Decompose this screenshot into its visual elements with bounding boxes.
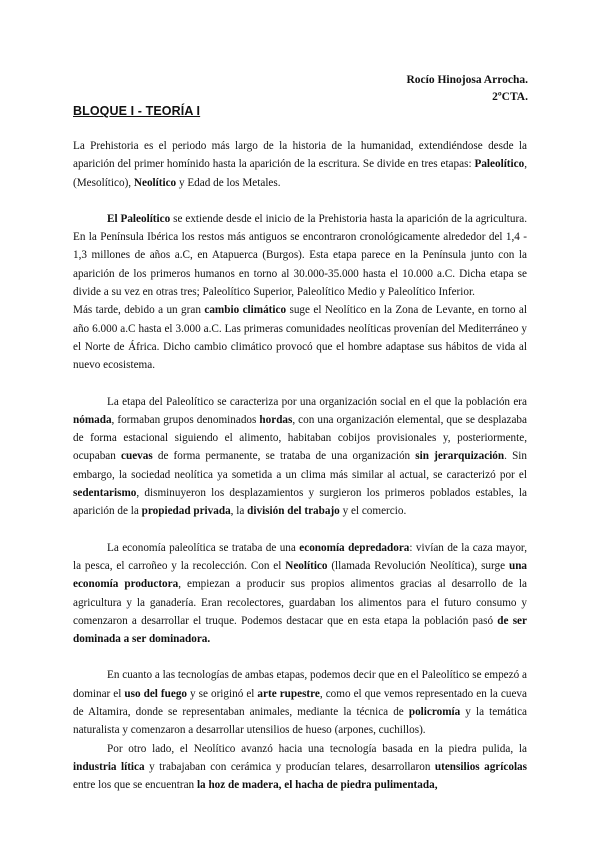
bold-term: una economía productora	[73, 559, 528, 591]
bold-term: Neolítico	[133, 176, 177, 189]
paragraph	[73, 137, 527, 192]
bold-term: la hoz de madera, el hacha de piedra pulimentada,	[196, 779, 438, 792]
text-run: , disminuyeron los desplazamientos y surgieron los primeros poblados estables, la aparición de la	[73, 487, 527, 518]
bold-term: de ser dominada a ser dominadora.	[73, 614, 527, 646]
bold-term: propiedad privada	[141, 505, 231, 518]
author-course: 2ºCTA.	[492, 91, 528, 103]
bold-term: policromía	[408, 706, 461, 719]
paragraph	[73, 301, 527, 374]
text-run: se extiende desde el inicio de la Prehistoria hasta la aparición de la agricultura. En la Península Ibérica los restos más antiguos se encontraron cronológicamente alrededor del 1,4 - 1,3 millones de años a.C, en Atapuerca (Burgos). Esta etapa parece en la Península junto con la aparición de los primeros humanos en torno al 30.000-35.000 hasta el 10.000 a.C. Dicha etapa se divide a su vez en otras tres; Paleolítico Superior, Paleolítico Medio y Paleolítico Inferior.	[73, 212, 527, 299]
text-run: y la temática naturalista y comenzaron a desarrollar utensilios de hueso (arpones, cuchillos).	[73, 706, 527, 737]
document-body	[73, 137, 527, 795]
text-run: , empiezan a producir sus propios alimentos gracias al desarrollo de la agricultura y la ganadería. Eran recolectores, guardaban los alimentos para el futuro consumo y comenzaron a desarrollar el truque. Podemos destacar que en esta etapa la población pasó	[73, 578, 527, 627]
bold-term: industria lítica	[73, 760, 145, 773]
paragraph	[73, 666, 527, 739]
bold-term: economía depredadora	[299, 541, 410, 554]
bold-term: Neolítico	[285, 559, 328, 572]
author-block	[407, 72, 529, 106]
text-run: (llamada Revolución Neolítica), surge	[327, 559, 509, 572]
text-run: La etapa del Paleolítico se caracteriza por una organización social en el que la población era	[107, 395, 527, 408]
text-run: y Edad de los Metales.	[176, 176, 281, 189]
text-run: La Prehistoria es el periodo más largo de la historia de la humanidad, extendiéndose desde la aparición del primer homínido hasta la aparición de la escritura. Se divide en tres etapas:	[73, 140, 527, 171]
bold-term: división del trabajo	[247, 505, 340, 518]
text-run: , formaban grupos denominados	[111, 413, 260, 426]
bold-term: Paleolítico	[474, 158, 525, 171]
bold-term: utensilios agrícolas	[434, 760, 527, 773]
bold-term: sedentarismo	[73, 487, 137, 500]
bold-term: nómada	[73, 413, 112, 426]
text-run: . Sin embargo, la sociedad neolítica ya sometida a un clima más similar al actual, se caracterizó por el	[73, 450, 527, 481]
paragraph	[73, 210, 527, 301]
text-run: , (Mesolítico),	[73, 158, 527, 189]
text-run: y el comercio.	[339, 505, 407, 518]
text-run: Más tarde, debido a un gran	[73, 304, 205, 317]
bold-term: arte rupestre	[257, 687, 320, 700]
text-run: , la	[230, 505, 248, 518]
bold-term: hordas	[259, 413, 293, 426]
bold-term: El Paleolítico	[107, 212, 171, 225]
bold-term: sin jerarquización	[415, 450, 505, 463]
text-run: : vivían de la caza mayor, la pesca, el carroñeo y la recolección. Con el	[73, 541, 527, 572]
text-run: , con una organización elemental, que se desplazaba de forma estacional siguiendo el alimento, habitaban cobijos provisionales y, posteriormente, ocupaban	[73, 413, 527, 463]
text-run: La economía paleolítica se trataba de una	[107, 541, 300, 554]
text-run: de forma permanente, se trataba de una organización	[152, 450, 416, 463]
text-run: , como el que vemos representado en la cueva de Altamira, donde se representaban animales, mediante la técnica de	[73, 687, 527, 719]
page-title: BLOQUE I - TEORÍA I	[73, 104, 201, 118]
paragraph	[73, 539, 527, 649]
text-run: entre los que se encuentran	[73, 779, 197, 792]
paragraph	[73, 740, 527, 795]
text-run: y se originó el	[187, 687, 258, 700]
paragraph	[73, 393, 527, 521]
author-name: Rocío Hinojosa Arrocha.	[406, 74, 528, 86]
text-run: Por otro lado, el Neolítico avanzó hacia una tecnología basada en la piedra pulida, la	[107, 742, 527, 755]
bold-term: uso del fuego	[124, 687, 188, 700]
text-run: En cuanto a las tecnologías de ambas etapas, podemos decir que en el Paleolítico se empezó a dominar el	[73, 669, 527, 700]
bold-term: cambio climático	[204, 304, 287, 317]
text-run: suge el Neolítico en la Zona de Levante, en torno al año 6.000 a.C hasta el 3.000 a.C. Las primeras comunidades neolíticas provenían del Mediterráneo y el Norte de África. Dicho cambio climático provocó que el hombre adaptase sus hábitos de vida al nuevo ecosistema.	[73, 304, 528, 372]
bold-term: cuevas	[121, 450, 153, 463]
text-run: y trabajaban con cerámica y producían telares, desarrollaron	[144, 760, 435, 773]
